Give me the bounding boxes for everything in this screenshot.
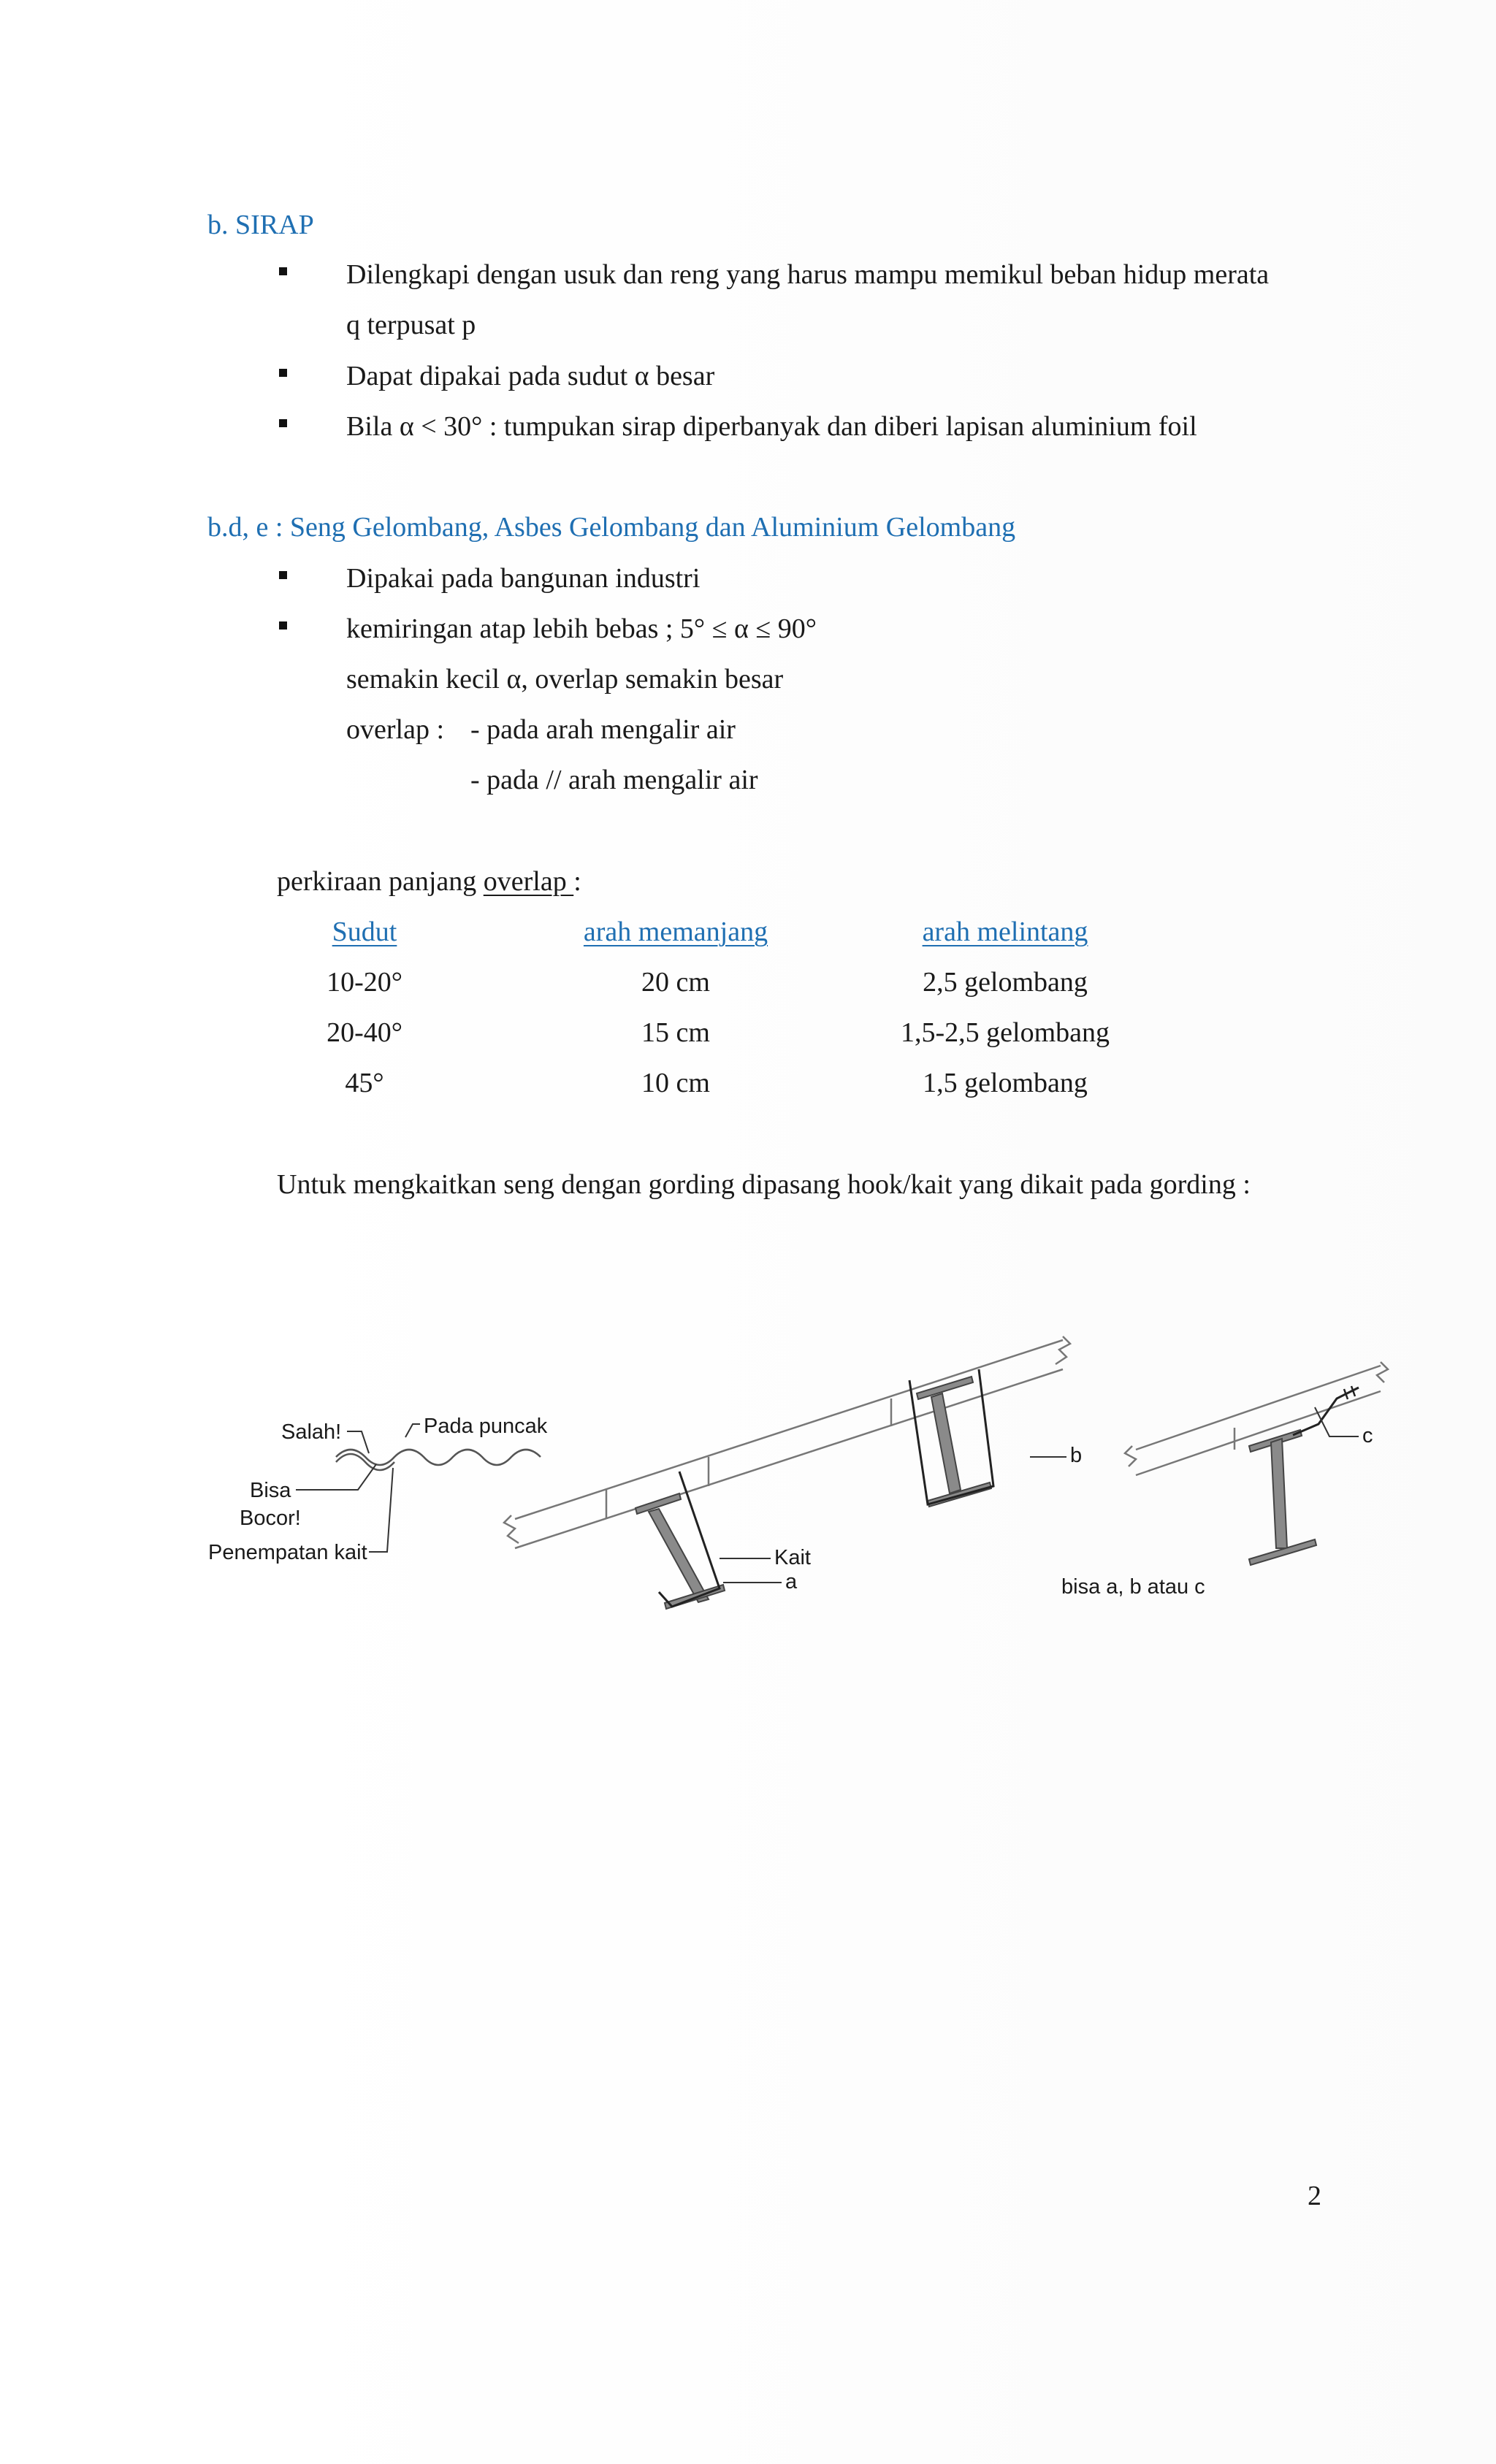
label-bisa-abc: bisa a, b atau c <box>1061 1575 1205 1599</box>
roof-slope-ab <box>504 1336 1070 1548</box>
overlap-label: overlap : <box>346 714 445 745</box>
table-cell: 10 cm <box>641 1068 710 1098</box>
label-bisa: Bisa <box>250 1479 291 1502</box>
bullet-marker <box>279 419 287 427</box>
bullet-marker <box>279 621 287 630</box>
label-c: c <box>1362 1424 1373 1447</box>
bullet-marker <box>279 267 287 275</box>
overlap-line-1: - pada arah mengalir air <box>470 714 736 745</box>
hook-diagram <box>197 1307 1395 1643</box>
sirap-item-2: Dapat dipakai pada sudut α besar <box>346 361 715 391</box>
seng-item-3: semakin kecil α, overlap semakin besar <box>346 664 784 695</box>
seng-item-1: Dipakai pada bangunan industri <box>346 563 701 594</box>
heading-sirap: b. SIRAP <box>207 210 314 240</box>
label-salah: Salah! <box>281 1420 342 1444</box>
label-b: b <box>1070 1444 1083 1467</box>
table-cell: 1,5-2,5 gelombang <box>900 1017 1110 1048</box>
column-header-memanjang: arah memanjang <box>583 917 768 947</box>
estimate-intro-text: perkiraan panjang <box>277 866 477 897</box>
table-cell: 15 cm <box>641 1017 710 1048</box>
estimate-intro <box>277 865 581 898</box>
sirap-item-3: Bila α < 30° : tumpukan sirap diperbanyak dan diberi lapisan aluminium foil <box>346 411 1197 442</box>
table-cell: 20-40° <box>327 1017 402 1048</box>
sirap-item-1: Dilengkapi dengan usuk dan reng yang harus mampu memikul beban hidup merata <box>346 259 1270 290</box>
heading-seng-gelombang: b.d, e : Seng Gelombang, Asbes Gelombang dan Aluminium Gelombang <box>207 512 1016 543</box>
table-cell: 2,5 gelombang <box>923 967 1088 998</box>
page-number: 2 <box>1308 2181 1321 2211</box>
bullet-marker <box>279 369 287 377</box>
label-bocor: Bocor! <box>240 1507 301 1530</box>
bullet-marker <box>279 571 287 579</box>
hook-description: Untuk mengkaitkan seng dengan gording dipasang hook/kait yang dikait pada gording : <box>277 1169 1251 1200</box>
label-kait: Kait <box>774 1546 811 1569</box>
label-penempatan-kait: Penempatan kait <box>208 1541 367 1564</box>
i-beam-c <box>1249 1430 1316 1565</box>
label-a: a <box>785 1570 798 1593</box>
label-pada-puncak: Pada puncak <box>424 1415 548 1438</box>
estimate-intro-colon: : <box>573 866 581 897</box>
overlap-line-2: - pada // arah mengalir air <box>470 765 758 795</box>
table-cell: 20 cm <box>641 967 710 998</box>
column-header-sudut: Sudut <box>332 917 397 947</box>
column-header-melintang: arah melintang <box>922 917 1088 947</box>
estimate-intro-overlap: overlap <box>483 866 574 897</box>
table-cell: 45° <box>345 1068 384 1098</box>
seng-item-2: kemiringan atap lebih bebas ; 5° ≤ α ≤ 90° <box>346 613 817 644</box>
sirap-item-1-cont: q terpusat p <box>346 310 476 340</box>
roof-slope-c <box>1125 1362 1388 1475</box>
table-cell: 10-20° <box>327 967 402 998</box>
corrugation-detail <box>336 1450 541 1470</box>
table-cell: 1,5 gelombang <box>923 1068 1088 1098</box>
